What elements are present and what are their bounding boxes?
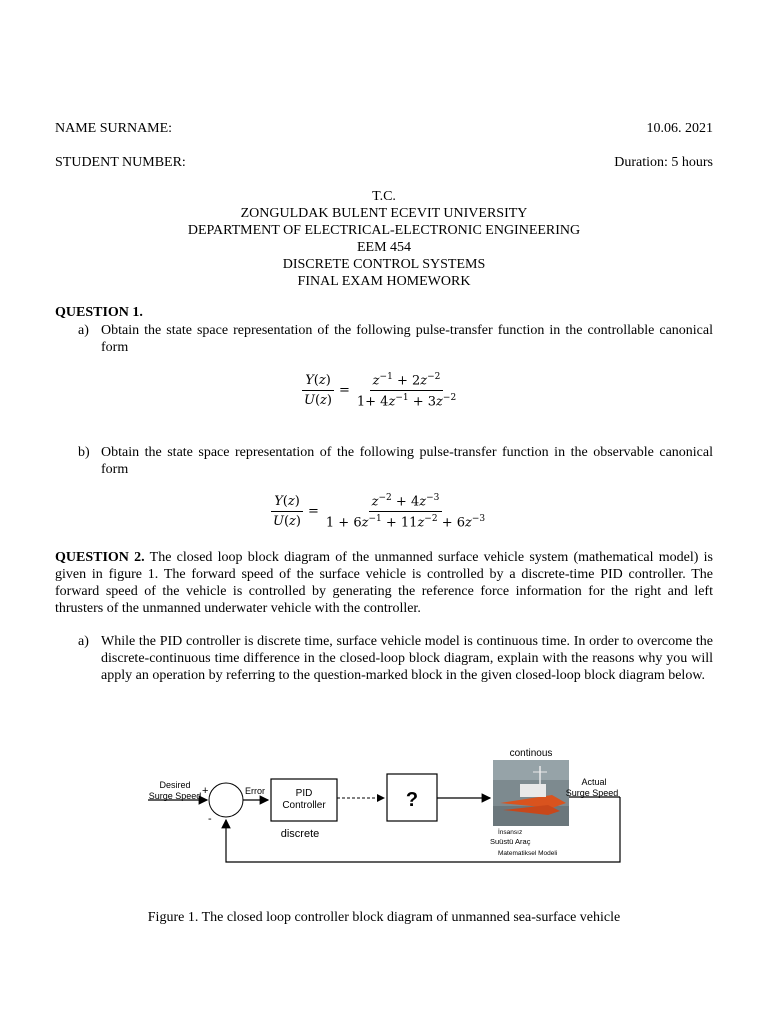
- question-1a-label: a): [78, 323, 89, 338]
- question-2-heading: QUESTION 2.: [55, 550, 145, 565]
- summing-junction: [209, 783, 243, 817]
- summing-minus-sign: -: [208, 813, 212, 825]
- question-2-intro-text: The closed loop block diagram of the unmanned surface vehicle system (mathematical model) is given in figure 1. The forward speed of the surface vehicle is controlled by a discrete-time PID controller. The forward speed of the vehicle is controlled by generating the reference force information for the right and left thrusters of the unmanned underwater vehicle with the controller.: [55, 550, 713, 616]
- title-line-course-name: DISCRETE CONTROL SYSTEMS: [282, 257, 486, 272]
- transfer-function-1: $\frac{Y(z)}{U(z)}$ = $\frac{z^{-1} + 2z^{-2}}{1+ 4z^{-1} + 3z^{-2}}$: [304, 372, 457, 410]
- vehicle-photo: [493, 760, 569, 826]
- title-line-tc: T.C.: [372, 189, 396, 204]
- actual-speed-label-line1: Actual: [581, 777, 607, 787]
- actual-speed-label-line2: Surge Speed: [565, 788, 619, 798]
- desired-speed-label-line1: Desired: [159, 780, 191, 790]
- discrete-label: discrete: [280, 828, 320, 840]
- question-2a-label: a): [78, 634, 89, 649]
- student-number-label: STUDENT NUMBER:: [55, 155, 186, 170]
- transfer-function-2: $\frac{Y(z)}{U(z)}$ = $\frac{z^{-2} + 4z^{-3}}{1 + 6z^{-1} + 11z^{-2} + 6z^{-3}}$: [273, 493, 486, 531]
- exam-date: 10.06. 2021: [646, 121, 713, 136]
- exam-duration: Duration: 5 hours: [614, 155, 713, 170]
- figure-caption: Figure 1. The closed loop controller block diagram of unmanned sea-surface vehicle: [147, 910, 621, 925]
- name-surname-label: NAME SURNAME:: [55, 121, 173, 136]
- model-label-line2: Suüstü Araç: [490, 837, 531, 846]
- title-line-exam-type: FINAL EXAM HOMEWORK: [297, 274, 471, 289]
- title-line-course-code: EEM 454: [356, 240, 412, 255]
- question-1a-text: Obtain the state space representation of the following pulse-transfer function in the controllable canonical form: [101, 323, 713, 355]
- summing-plus-sign: +: [202, 785, 209, 797]
- error-label: Error: [245, 786, 265, 796]
- model-label-line3: Matematiksel Modeli: [498, 850, 558, 857]
- model-label-line1: İnsansız: [498, 829, 523, 836]
- title-line-department: DEPARTMENT OF ELECTRICAL-ELECTRONIC ENGINEERING: [187, 223, 581, 238]
- title-line-university: ZONGULDAK BULENT ECEVIT UNIVERSITY: [240, 206, 528, 221]
- pid-label-line2: Controller: [282, 800, 326, 811]
- desired-speed-label-line2: Surge Speed: [148, 791, 202, 801]
- question-1b-label: b): [78, 445, 90, 460]
- continous-label: continous: [509, 748, 553, 759]
- pid-label-line1: PID: [295, 788, 313, 799]
- question-2a-text: While the PID controller is discrete time, surface vehicle model is continuous time. In order to overcome the discrete-continuous time difference in the closed-loop block diagram, explain with the reasons why you will apply an operation by referring to the question-marked block in the given closed-loop block diagram below.: [101, 634, 713, 683]
- question-1b-text: Obtain the state space representation of the following pulse-transfer function in the observable canonical form: [101, 445, 713, 477]
- question-mark: ?: [405, 789, 419, 811]
- question-1-heading: QUESTION 1.: [55, 305, 143, 320]
